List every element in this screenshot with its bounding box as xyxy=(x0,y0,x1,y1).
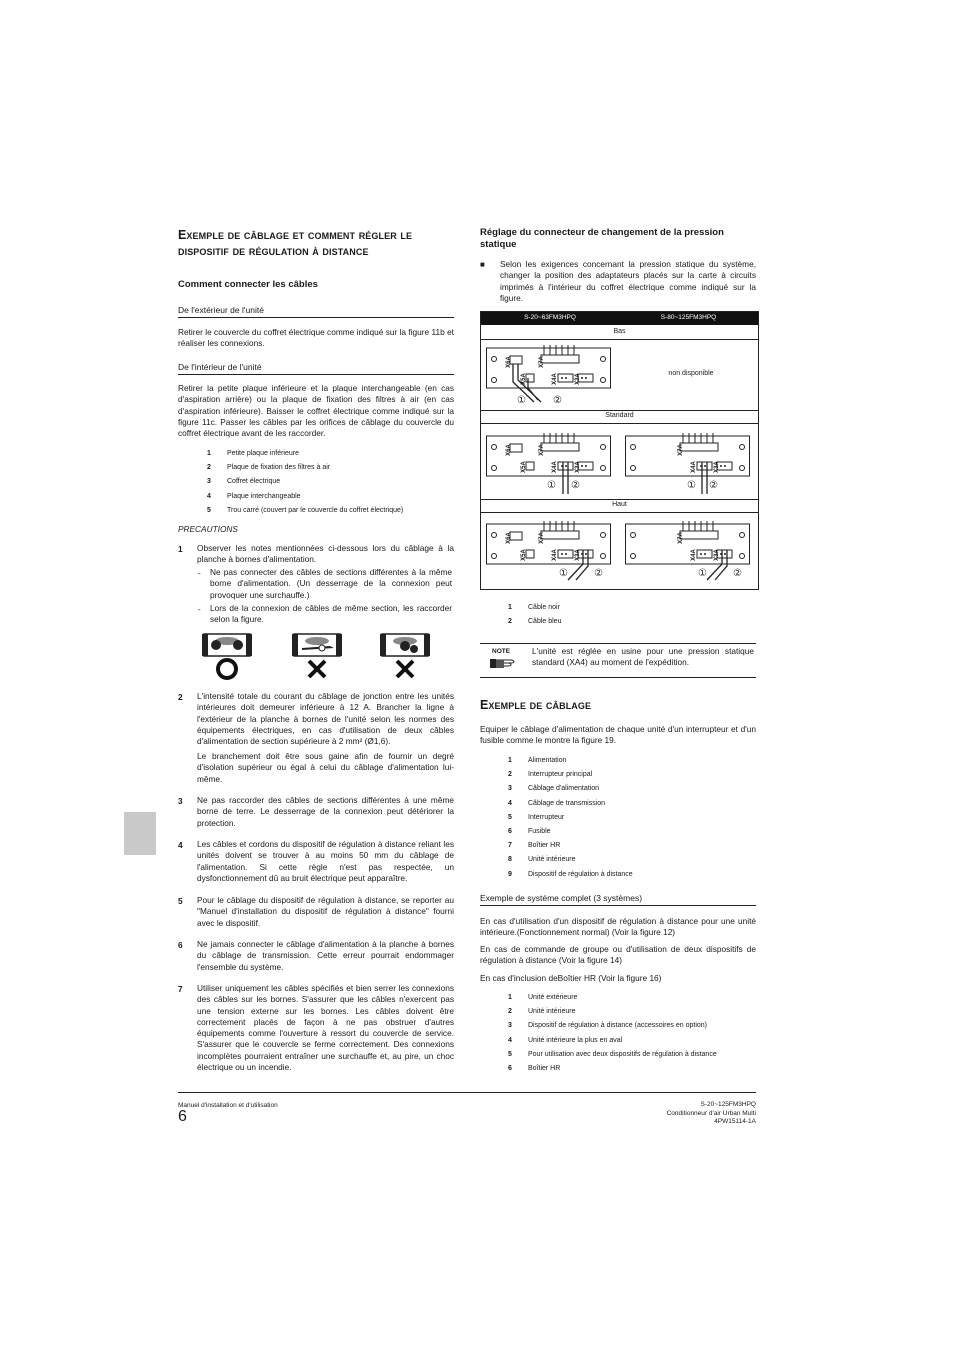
list-item-number: 4 xyxy=(508,1036,512,1044)
row-haut-label: Haut xyxy=(612,501,627,508)
conn-x3a: X3A xyxy=(574,549,581,561)
correct-wiring-icon xyxy=(202,634,252,678)
divider xyxy=(178,374,454,375)
list-item-number: 5 xyxy=(508,1050,512,1058)
list-item-number: 4 xyxy=(508,799,512,807)
conn-x7a: X7A xyxy=(677,532,684,544)
cable-1-marker: ① xyxy=(687,480,696,491)
list-item-text: Interrupteur xyxy=(528,813,565,821)
cable-2-marker: ② xyxy=(733,568,742,579)
pressure-table xyxy=(480,311,759,590)
cable-2-marker: ② xyxy=(553,395,562,406)
wrong-wiring-icon-2 xyxy=(380,634,430,677)
system-text-1: En cas d'utilisation d'un dispositif de régulation à distance pour une unité intérieure.(Fonctionnement normal) (Voir la figure 12) xyxy=(480,916,756,938)
conn-x3a: X3A xyxy=(574,373,581,385)
pointing-hand-icon xyxy=(490,657,516,669)
list-item-text: Câble noir xyxy=(528,604,560,611)
pressure-heading: Réglage du connecteur de changement de la pression statique xyxy=(480,227,724,250)
list-item-text: Trou carré (couvert par le couvercle du coffret électrique) xyxy=(227,506,404,514)
cable-2-marker: ② xyxy=(594,568,603,579)
conn-x6a: X6A xyxy=(505,356,512,368)
list-item-number: 4 xyxy=(207,492,211,500)
footer-manual: Manuel d'installation et d'utilisation xyxy=(178,1102,278,1109)
list-item-text: Dispositif de régulation à distance (accessoires en option) xyxy=(528,1022,707,1030)
conn-x4a: X4A xyxy=(690,549,697,561)
table-col1: S-20~63FM3HPQ xyxy=(524,314,576,321)
pcb-bas xyxy=(486,344,614,411)
precaution-2: L'intensité totale du courant du câblage de jonction entre les unités intérieures doit demeurer inférieure à 12 A. Brancher la ligne à l'extérieur de la planche à bornes de l'unité selon les normes des équipements électriques, en cas d'utilisation de deux câbles d'alimentation de section supérieure à 2 mm² (Ø1,6). xyxy=(197,691,454,747)
conn-x6a: X6A xyxy=(505,532,512,544)
dash: - xyxy=(198,604,201,614)
list-item-text: Fusible xyxy=(528,828,551,835)
list-item-text: Unité extérieure xyxy=(528,994,578,1001)
precaution-7: Utiliser uniquement les câbles spécifiés et bien serrer les connexions des câbles sur les bornes. S'assurer que les câbles n'exercent pas une tension externe sur les bornes. Les câbles doivent être correctement placés de façon à ne pas obstruer d'autres équipements comme l'ouverture à ressort du couvercle de service. S'assurer que le couvercle se ferme correctement. Des connexions incomplètes pourraient entraîner une surchauffe et, au pire, un choc électrique ou un incendie. xyxy=(197,983,454,1073)
list-item-number: 2 xyxy=(207,464,211,472)
list-item-text: Dispositif de régulation à distance xyxy=(528,870,633,878)
item-number: 1 xyxy=(178,544,183,554)
note-text: L'unité est réglée en usine pour une pression statique standard (XA4) au moment de l'expédition. xyxy=(532,646,754,668)
list-item-number: 7 xyxy=(508,842,512,850)
list-item-text: Câblage d'alimentation xyxy=(528,785,599,793)
list-item-number: 6 xyxy=(508,828,512,835)
list-item-number: 3 xyxy=(207,478,211,486)
section-title xyxy=(178,227,458,259)
list-item-text: Boîtier HR xyxy=(528,1065,561,1072)
example-text: Equiper le câblage d'alimentation de chaque unité d'un interrupteur et d'un fusible comme le montre la figure 19. xyxy=(480,724,756,746)
list-item-number: 3 xyxy=(508,785,512,793)
divider xyxy=(481,339,758,340)
pcb-bas-drawing xyxy=(486,344,614,406)
precaution-1: Observer les notes mentionnées ci-dessous lors du câblage à la planche à bornes d'alimentation. xyxy=(197,543,454,565)
connect-heading: Comment connecter les câbles xyxy=(178,279,318,290)
bullet-square-icon: ■ xyxy=(480,260,485,269)
conn-x3a: X3A xyxy=(713,461,720,473)
item-number: 5 xyxy=(178,896,183,906)
system-text-2: En cas de commande de groupe ou d'utilisation de deux dispositifs de régulation à distance (Voir la figure 14) xyxy=(480,944,756,966)
system-text-3: En cas d'inclusion deBoîtier HR (Voir la figure 16) xyxy=(480,973,662,983)
system-heading: Exemple de systéme complet (3 systèmes) xyxy=(480,893,643,903)
item-number: 2 xyxy=(178,692,183,702)
divider xyxy=(178,317,454,318)
list-item-text: Pour utilisation avec deux dispositifs de régulation à distance xyxy=(528,1050,717,1058)
divider xyxy=(481,499,758,500)
list-item-number: 2 xyxy=(508,1008,512,1016)
list-item-number: 1 xyxy=(508,757,512,764)
exterior-text: Retirer le couvercle du coffret électrique comme indiqué sur la figure 11b et réaliser les connexions. xyxy=(178,327,454,349)
conn-x3a: X3A xyxy=(713,549,720,561)
conn-x5a: X5A xyxy=(520,549,527,561)
example-title: Exemple de câblage xyxy=(480,698,592,712)
footer-code: 4PW15114-1A xyxy=(714,1118,756,1125)
footer-divider xyxy=(178,1092,756,1093)
interior-text: Retirer la petite plaque inférieure et la plaque interchangeable (en cas d'aspiration arrière) ou la plaque de fixation des filtres à air (en cas d'aspiration inférieure). Baisser le coffret électrique comme indiqué sur la figure 11c. Passer les câbles par les orifices de câblage du couvercle du coffret électrique avant de les raccorder. xyxy=(178,383,454,439)
conn-x4a: X4A xyxy=(690,461,697,473)
precaution-1a: Ne pas connecter des câbles de sections différentes à la même borne d'alimentation. (Un desserrage de la connexion peut provoquer une surchauffe.) xyxy=(210,567,452,600)
conn-x4a: X4A xyxy=(551,549,558,561)
conn-x7a: X7A xyxy=(538,532,545,544)
list-item-text: Unité intérieure xyxy=(528,856,576,864)
footer-model: S-20~125FM3HPQ xyxy=(700,1101,756,1108)
list-item-number: 9 xyxy=(508,870,512,878)
footer-product: Conditionneur d'air Urban Multi xyxy=(666,1109,756,1117)
divider xyxy=(480,905,756,906)
list-item-text: Petite plaque inférieure xyxy=(227,450,299,457)
note-label: NOTE xyxy=(492,648,511,655)
section-title-line1: Exemple de câblage et comment régler le xyxy=(178,228,413,242)
list-item-text: Plaque interchangeable xyxy=(227,492,301,500)
item-number: 3 xyxy=(178,796,183,806)
list-item-number: 1 xyxy=(508,994,512,1001)
row-bas-label: Bas xyxy=(613,328,626,335)
pressure-text: Selon les exigences concernant la pression statique du système, changer la position des adaptateurs placés sur la carte à circuits imprimés à l'intérieur du coffret électrique comme indiqué sur la figure. xyxy=(500,259,756,303)
item-number: 7 xyxy=(178,984,183,994)
divider xyxy=(480,643,756,644)
list-item-number: 1 xyxy=(508,604,512,611)
dash: - xyxy=(198,568,201,578)
list-item-text: Unité intérieure xyxy=(528,1008,576,1016)
precaution-6: Ne jamais connecter le câblage d'alimentation à la planche à bornes du câblage de transmission. Cette erreur pourrait endommager l'ensemble du système. xyxy=(197,939,454,972)
list-item-number: 8 xyxy=(508,856,512,864)
conn-x4a: X4A xyxy=(551,373,558,385)
wrong-wiring-icon-1 xyxy=(292,634,342,677)
precaution-1b: Lors de la connexion de câbles de même section, les raccorder selon la figure. xyxy=(210,603,452,625)
cable-1-marker: ① xyxy=(559,568,568,579)
cable-2-marker: ② xyxy=(709,480,718,491)
list-item-text: Interrupteur principal xyxy=(528,771,593,779)
conn-x5a: X5A xyxy=(520,461,527,473)
item-number: 6 xyxy=(178,940,183,950)
page-tab-marker xyxy=(124,812,156,855)
exterior-heading: De l'extérieur de l'unité xyxy=(178,305,264,315)
conn-x5a: X5A xyxy=(520,373,527,385)
item-number: 4 xyxy=(178,840,183,850)
list-item-number: 5 xyxy=(207,506,211,514)
divider xyxy=(480,677,756,678)
list-item-number: 1 xyxy=(207,450,211,457)
list-item-text: Coffret électrique xyxy=(227,478,281,486)
cable-1-marker: ① xyxy=(517,395,526,406)
section-title-line2: dispositif de régulation à distance xyxy=(178,244,369,258)
row-standard-label: Standard xyxy=(605,412,634,419)
precautions-label: PRECAUTIONS xyxy=(178,524,238,534)
list-item-number: 6 xyxy=(508,1065,512,1072)
list-item-text: Unité intérieure la plus en aval xyxy=(528,1036,623,1044)
precaution-4: Les câbles et cordons du dispositif de régulation à distance reliant les unités doivent se trouver à au moins 50 mm du câblage de l'alimentation. Si cette règle n'est pas respectée, un dysfonctionnement dû au bruit électrique peut apparaître. xyxy=(197,839,454,883)
table-col2: S-80~125FM3HPQ xyxy=(660,314,717,321)
list-item-number: 5 xyxy=(508,813,512,821)
conn-x4a: X4A xyxy=(551,461,558,473)
precaution-3: Ne pas raccorder des câbles de sections différentes à une même borne de terre. Le desserrage de la connexion peut détériorer la protection. xyxy=(197,795,454,828)
terminal-wiring-illustration xyxy=(200,632,440,682)
list-item-text: Boîtier HR xyxy=(528,842,561,850)
list-item-number: 3 xyxy=(508,1022,512,1030)
divider xyxy=(481,423,758,424)
cable-2-marker: ② xyxy=(571,480,580,491)
cable-1-marker: ① xyxy=(698,568,707,579)
footer-right xyxy=(600,1101,756,1127)
conn-x7a: X7A xyxy=(677,444,684,456)
list-item-text: Plaque de fixation des filtres à air xyxy=(227,464,331,472)
conn-x7a: X7A xyxy=(538,444,545,456)
divider xyxy=(481,512,758,513)
conn-x3a: X3A xyxy=(574,461,581,473)
list-item-number: 2 xyxy=(508,618,512,625)
list-item-text: Alimentation xyxy=(528,757,567,764)
page-number: 6 xyxy=(178,1108,187,1125)
conn-x6a: X6A xyxy=(505,444,512,456)
list-item-number: 2 xyxy=(508,771,512,779)
precaution-5: Pour le câblage du dispositif de régulation à distance, se reporter au "Manuel d'installation du dispositif de régulation à distance" fourni avec le dispositif. xyxy=(197,895,454,928)
not-available-label: non disponible xyxy=(668,370,714,377)
precaution-2b: Le branchement doit être sous gaine afin de fournir un degré d'isolation supérieur ou égal à celui du câblage d'alimentation lui-même. xyxy=(197,751,454,784)
cable-1-marker: ① xyxy=(547,480,556,491)
list-item-text: Câble bleu xyxy=(528,618,562,625)
conn-x7a: X7A xyxy=(538,356,545,368)
interior-heading: De l'intérieur de l'unité xyxy=(178,362,262,372)
list-item-text: Câblage de transmission xyxy=(528,799,606,807)
